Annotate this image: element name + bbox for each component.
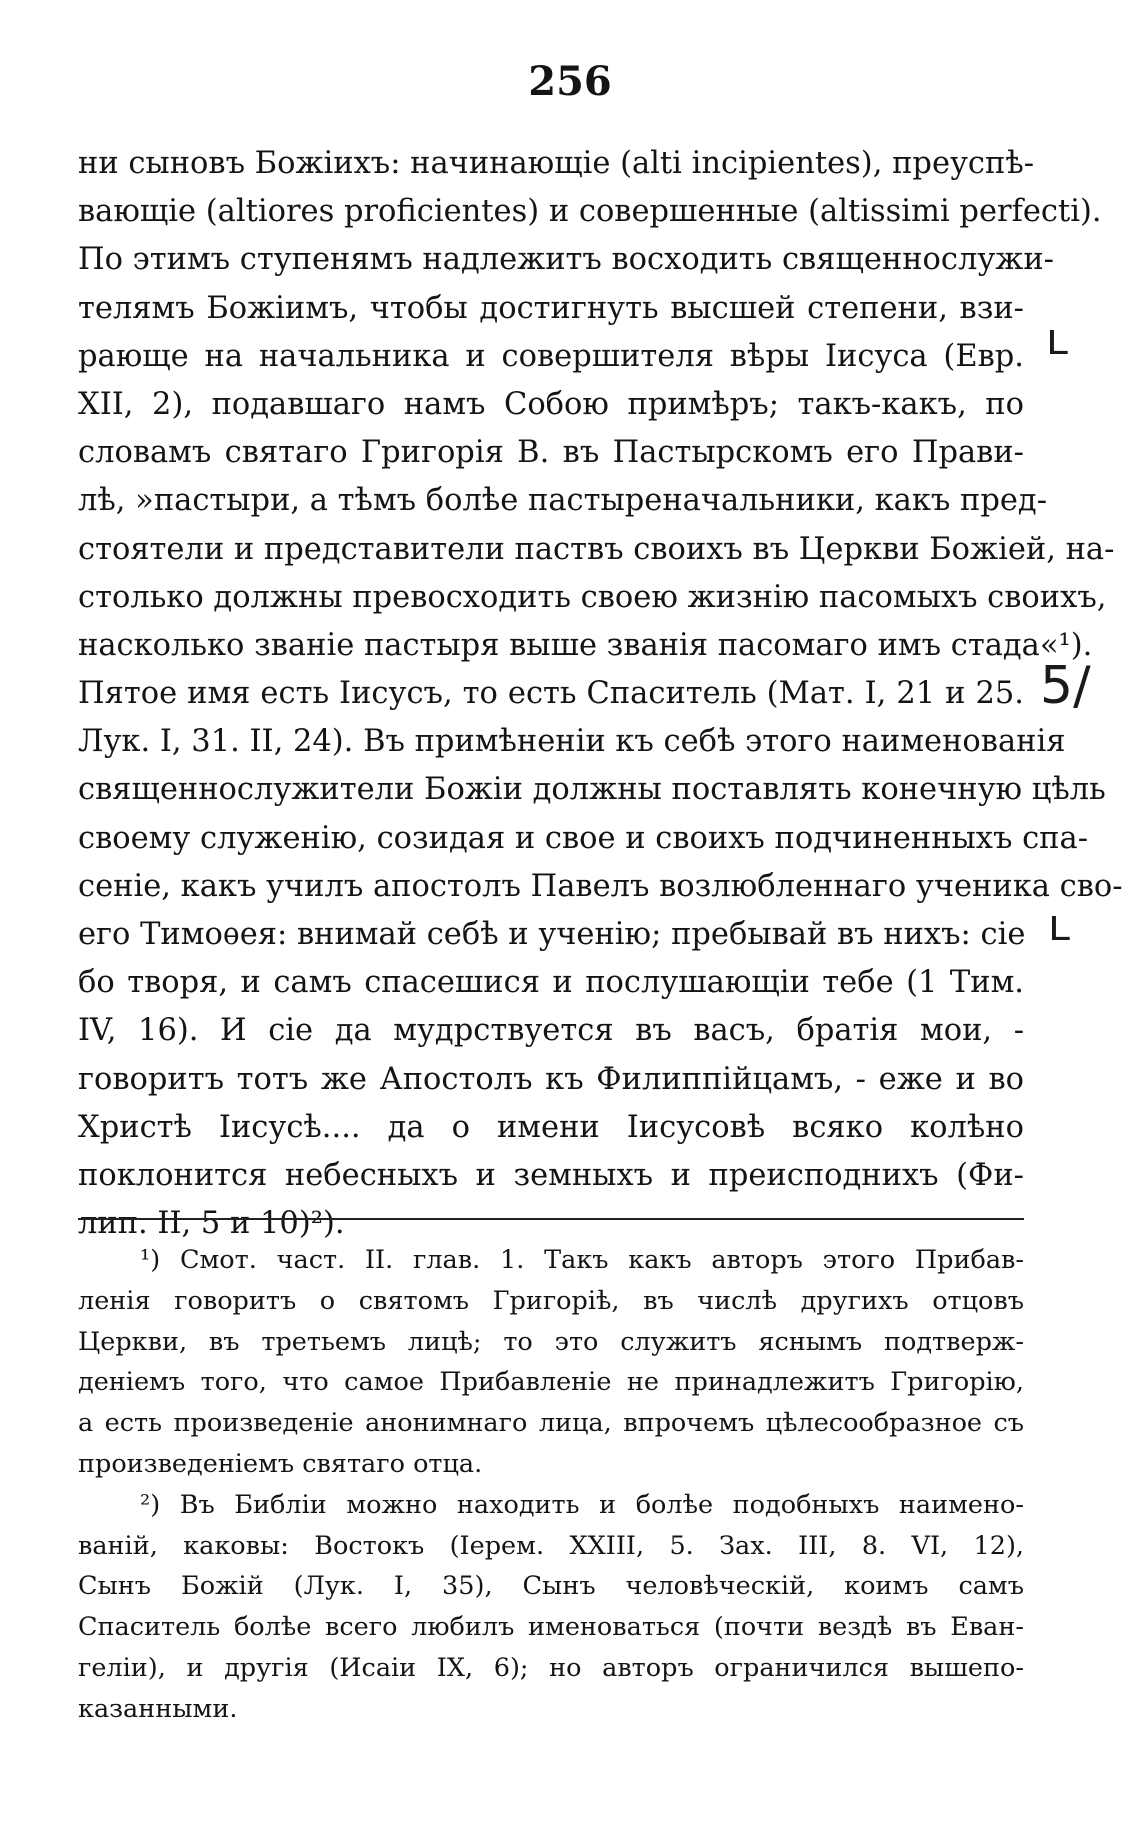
text-line: XII, 2), подавшаго намъ Собою примѣръ; такъ-какъ, по — [78, 386, 1024, 422]
text-line: лѣ, »пастыри, а тѣмъ болѣе пастыреначальники, какъ пред- — [78, 483, 1048, 519]
text-line: Лук. I, 31. II, 24). Въ примѣненіи къ себѣ этого наименованія — [78, 724, 1066, 760]
text-line: Христѣ Іисусѣ.... да о имени Іисусовѣ всяко колѣно — [78, 1109, 1024, 1145]
footnote-line: Сынъ Божій (Лук. I, 35), Сынъ человѣческій, коимъ самъ — [78, 1571, 1024, 1602]
handwritten-margin-mark: ʟ — [1048, 900, 1071, 951]
text-line: говоритъ тотъ же Апостолъ къ Филиппійцамъ, - еже и во — [78, 1061, 1024, 1097]
text-line: IV, 16). И сіе да мудрствуется въ васъ, братія мои, - — [78, 1013, 1024, 1049]
footnotes-block — [78, 1240, 1024, 1730]
footnote-line: ленія говоритъ о святомъ Григоріѣ, въ числѣ другихъ отцовъ — [78, 1285, 1024, 1316]
text-line: рающе на начальника и совершителя вѣры Іисуса (Евр. — [78, 338, 1024, 374]
handwritten-margin-mark: 5/ — [1040, 656, 1091, 716]
text-line: стоятели и представители паствъ своихъ въ Церкви Божіей, на- — [78, 531, 1115, 567]
footnote-line: ваній, каковы: Востокъ (Іерем. XXIII, 5. Зах. III, 8. VI, 12), — [78, 1530, 1024, 1561]
text-line: своему служенію, созидая и свое и своихъ подчиненныхъ спа- — [78, 820, 1088, 856]
text-line: сеніе, какъ училъ апостолъ Павелъ возлюбленнаго ученика сво- — [78, 868, 1123, 904]
text-line: ни сыновъ Божіихъ: начинающіе (alti incipientes), преуспѣ- — [78, 146, 1035, 181]
footnote-line: Церкви, въ третьемъ лицѣ; то это служитъ яснымъ подтверж- — [78, 1326, 1024, 1357]
text-line: насколько званіе пастыря выше званія пасомаго имъ стада«¹). — [78, 627, 1093, 663]
footnote-line: произведеніемъ святаго отца. — [78, 1448, 483, 1479]
text-line: его Тимоѳея: внимай себѣ и ученію; пребывай въ нихъ: сіе — [78, 917, 1026, 952]
footnote-separator — [78, 1218, 1024, 1220]
text-line: Пятое имя есть Іисусъ, то есть Спаситель (Мат. I, 21 и 25. — [78, 676, 1024, 712]
footnote-line: деніемъ того, что самое Прибавленіе не принадлежитъ Григорію, — [78, 1367, 1024, 1398]
main-text-block — [78, 140, 1123, 1248]
text-line: священнослужители Божіи должны поставлять конечную цѣль — [78, 772, 1106, 808]
text-line: столько должны превосходить своею жизнію пасомыхъ своихъ, — [78, 579, 1107, 615]
text-line: По этимъ ступенямъ надлежитъ восходить священнослужи- — [78, 242, 1054, 278]
text-line: лип. II, 5 и 10)²). — [78, 1206, 345, 1242]
footnote-line: ¹) Смот. част. II. глав. 1. Такъ какъ авторъ этого Прибав- — [140, 1245, 1024, 1275]
text-line: вающіе (altiores proficientes) и совершенные (altissimi perfecti). — [78, 194, 1102, 230]
text-line: бо творя, и самъ спасешися и послушающіи тебе (1 Тим. — [78, 965, 1024, 1001]
handwritten-margin-mark: ʟ — [1046, 314, 1069, 365]
text-line: поклонится небесныхъ и земныхъ и преисподнихъ (Фи- — [78, 1157, 1024, 1193]
page-number: 256 — [528, 58, 612, 105]
footnote-line: геліи), и другія (Исаіи IX, 6); но авторъ ограничился вышепо- — [78, 1652, 1024, 1683]
footnote-line: а есть произведеніе анонимнаго лица, впрочемъ цѣлесообразное съ — [78, 1408, 1024, 1439]
footnote-line: казанными. — [78, 1693, 238, 1724]
text-line: телямъ Божіимъ, чтобы достигнуть высшей степени, взи- — [78, 290, 1024, 326]
footnote-line: Спаситель болѣе всего любилъ именоваться (почти вездѣ въ Еван- — [78, 1612, 1024, 1643]
footnote-line: ²) Въ Библіи можно находить и болѣе подобныхъ наимено- — [140, 1489, 1024, 1520]
text-line: словамъ святаго Григорія В. въ Пастырскомъ его Прави- — [78, 435, 1024, 471]
